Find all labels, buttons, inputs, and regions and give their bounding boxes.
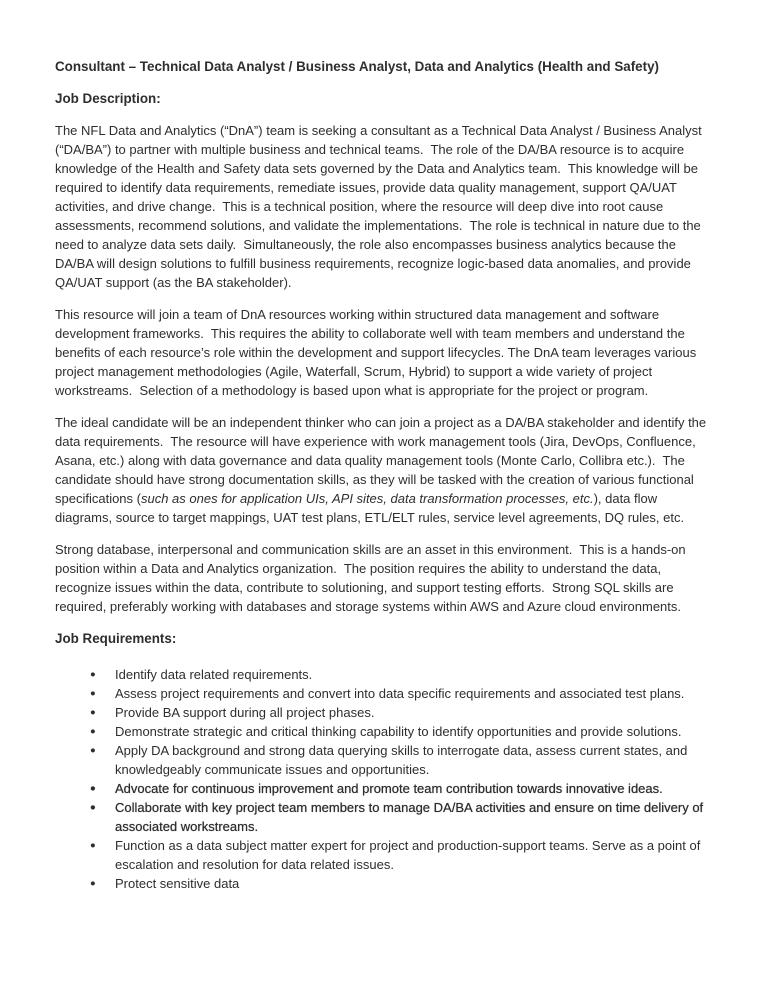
list-item-advocate-improvement: ● Advocate for continuous improvement and promote team contribution towards innovative ideas.	[90, 779, 707, 798]
list-item-provide-ba-support: ● Provide BA support during all project phases.	[90, 703, 707, 722]
job-description-heading: Job Description:	[55, 91, 161, 106]
list-item-apply-da-background: ● Apply DA background and strong data querying skills to interrogate data, assess current states, and knowledgeably communicate issues and opportunities.	[90, 741, 707, 779]
job-description-paragraph-2: This resource will join a team of DnA resources working within structured data management and software development frameworks. This requires the ability to collaborate well with team members and understand the benefits of each resource’s role within the development and support lifecycles. The DnA team leverages various project management methodologies (Agile, Waterfall, Scrum, Hybrid) to support a wide variety of project workstreams. Selection of a methodology is based upon what is appropriate for the project or program.	[55, 307, 700, 398]
job-description-paragraph-3	[55, 413, 710, 527]
list-item-function-sme: ● Function as a data subject matter expert for project and production-support teams. Serve as a point of escalation and resolution for data related issues.	[90, 836, 707, 874]
paragraph-text-before-italic: The ideal candidate will be an independent thinker who can join a project as a DA/BA stakeholder and identify the data requirements. The resource will have experience with work management tools (Jira, DevOps, Confluence, Asana, etc.) along with data governance and data quality management tools (Monte Carlo, Collibra etc.). The candidate should have strong documentation skills, as they will be tasked with the creation of various functional specifications (	[55, 415, 710, 506]
list-item-demonstrate-thinking: ● Demonstrate strategic and critical thinking capability to identify opportunities and provide solutions.	[90, 722, 707, 741]
paragraph-italic-text: such as ones for application UIs, API sites, data transformation processes, etc.	[140, 491, 594, 506]
job-description-paragraph-4: Strong database, interpersonal and communication skills are an asset in this environment. This is a hands-on position within a Data and Analytics organization. The position requires the ability to understand the data, recognize issues within the data, contribute to solutioning, and support testing efforts. Strong SQL skills are required, preferably working with databases and storage systems within AWS and Azure cloud environments.	[55, 542, 690, 614]
paragraph-text-after-italic: ), data flow diagrams, source to target mappings, UAT test plans, ETL/ELT rules, service level agreements, DQ rules, etc.	[55, 491, 685, 525]
list-item-assess-requirements: ● Assess project requirements and convert into data specific requirements and associated test plans.	[90, 684, 707, 703]
list-item-identify-requirements: ● Identify data related requirements.	[90, 665, 707, 684]
document-title: Consultant – Technical Data Analyst / Business Analyst, Data and Analytics (Health and Safety)	[55, 59, 659, 74]
list-item-collaborate-team: ● Collaborate with key project team members to manage DA/BA activities and ensure on time delivery of associated workstreams.	[90, 798, 707, 836]
job-requirements-heading: Job Requirements:	[55, 631, 177, 646]
list-item-protect-data: ● Protect sensitive data	[90, 874, 707, 893]
job-requirements-list	[55, 665, 707, 893]
job-description-paragraph-1: The NFL Data and Analytics (“DnA”) team is seeking a consultant as a Technical Data Analyst / Business Analyst (“DA/BA”) to partner with multiple business and technical teams. The role of the DA/BA resource is to acquire knowledge of the Health and Safety data sets governed by the Data and Analytics team. This knowledge will be required to identify data requirements, remediate issues, provide data quality management, support QA/UAT activities, and drive change. This is a technical position, where the resource will deep dive into root cause assessments, recommend solutions, and validate the implementations. The role is technical in nature due to the need to analyze data sets daily. Simultaneously, the role also encompasses business analytics because the DA/BA will design solutions to fulfill business requirements, recognize logic-based data anomalies, and provide QA/UAT support (as the BA stakeholder).	[55, 123, 706, 290]
